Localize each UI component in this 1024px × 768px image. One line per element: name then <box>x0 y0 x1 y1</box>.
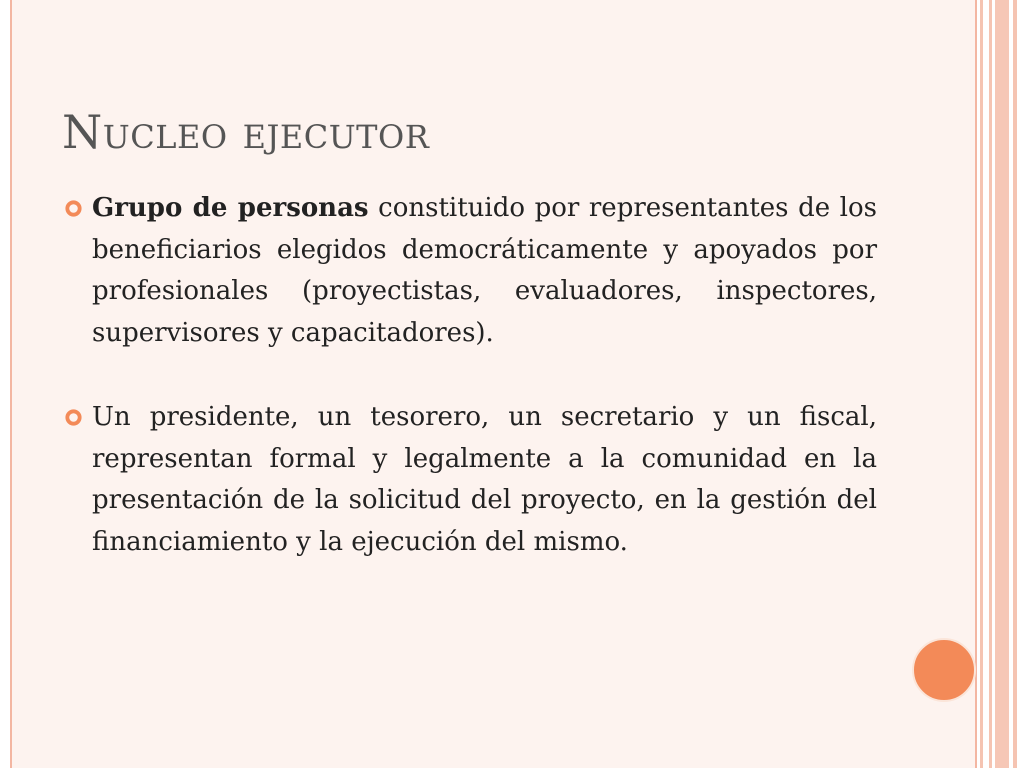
orange-ring-bullet-icon <box>64 408 83 427</box>
decorative-stripe <box>1013 0 1017 768</box>
bullet-text: constituido por representantes de los beneficiarios elegidos democráticamente y apoyados por profesionales (proyectistas, evaluadores, inspectores, supervisores y capacitadores). <box>92 193 877 348</box>
bullet-item <box>62 188 877 354</box>
decorative-stripe <box>995 0 1009 768</box>
decorative-stripe <box>980 0 983 768</box>
bullet-item <box>62 397 877 563</box>
bullet-bold-text: Grupo de personas <box>92 193 369 223</box>
decorative-stripe <box>989 0 992 768</box>
slide-title: Nucleo ejecutor <box>62 105 430 159</box>
bullet-text: Un presidente, un tesorero, un secretario y un fiscal, representan formal y legalmente a la comunidad en la presentación de la solicitud del proyecto, en la gestión del financiamiento y la ejecución del mismo. <box>92 402 877 557</box>
orange-ring-bullet-icon <box>64 199 83 218</box>
decorative-orange-circle <box>912 638 976 702</box>
bullet-list <box>62 188 877 563</box>
